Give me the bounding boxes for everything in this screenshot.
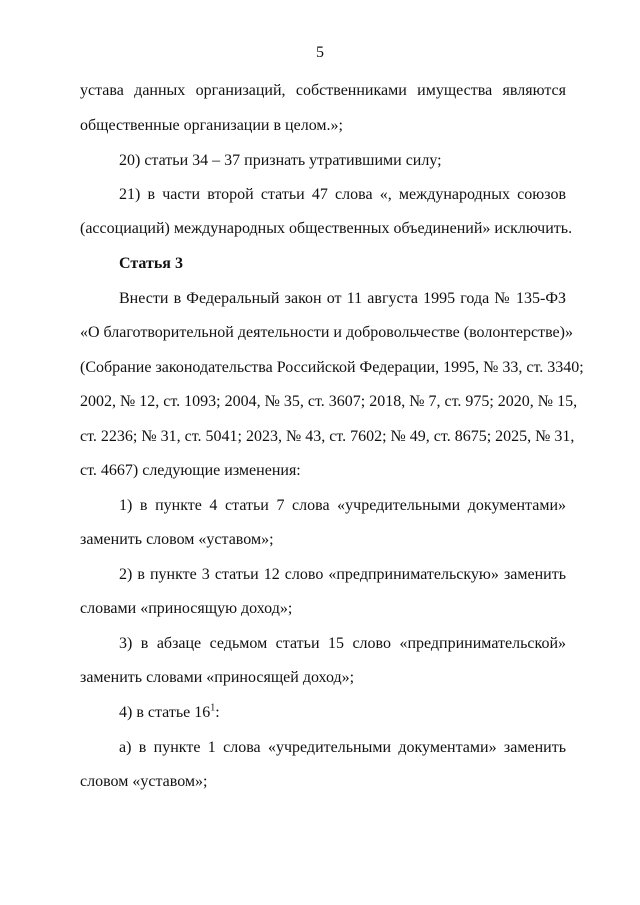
text-line: «О благотворительной деятельности и добровольчестве (волонтерстве)» [80, 324, 573, 341]
page-number: 5 [316, 44, 324, 61]
text-line-colon: : [215, 704, 220, 721]
text-line: 21) в части второй статьи 47 слова «, международных союзов [119, 186, 566, 203]
text-line-main: 4) в статье 16 [119, 704, 211, 721]
text-line: 1) в пункте 4 статьи 7 слова «учредительными документами» [119, 497, 566, 514]
text-line: (Собрание законодательства Российской Федерации, 1995, № 33, ст. 3340; [80, 359, 584, 376]
text-line: Внести в Федеральный закон от 11 августа 1995 года № 135-ФЗ [119, 290, 566, 307]
text-line: 3) в абзаце седьмом статьи 15 слово «предпринимательской» [119, 635, 566, 652]
text-line: 2) в пункте 3 статьи 12 слово «предпринимательскую» заменить [119, 566, 566, 583]
text-line: словом «уставом»; [80, 773, 208, 790]
text-line: общественные организации в целом.»; [80, 117, 343, 134]
text-line: ст. 2236; № 31, ст. 5041; 2023, № 43, ст. 7602; № 49, ст. 8675; 2025, № 31, [80, 428, 575, 445]
text-line: (ассоциаций) международных общественных объединений» исключить. [80, 220, 573, 237]
text-line: 2002, № 12, ст. 1093; 2004, № 35, ст. 3607; 2018, № 7, ст. 975; 2020, № 15, [80, 393, 578, 410]
text-line: заменить словами «приносящей доход»; [80, 669, 355, 686]
article-heading: Статья 3 [119, 255, 183, 272]
text-line: устава данных организаций, собственниками имущества являются [80, 82, 566, 99]
superscript: 1 [210, 702, 216, 714]
text-line: 20) статьи 34 – 37 признать утратившими силу; [119, 152, 442, 169]
text-line: заменить словом «уставом»; [80, 531, 274, 548]
text-line: ст. 4667) следующие изменения: [80, 462, 301, 479]
text-line: словами «приносящую доход»; [80, 600, 293, 617]
text-line [119, 703, 566, 723]
text-line: а) в пункте 1 слова «учредительными документами» заменить [119, 739, 566, 756]
